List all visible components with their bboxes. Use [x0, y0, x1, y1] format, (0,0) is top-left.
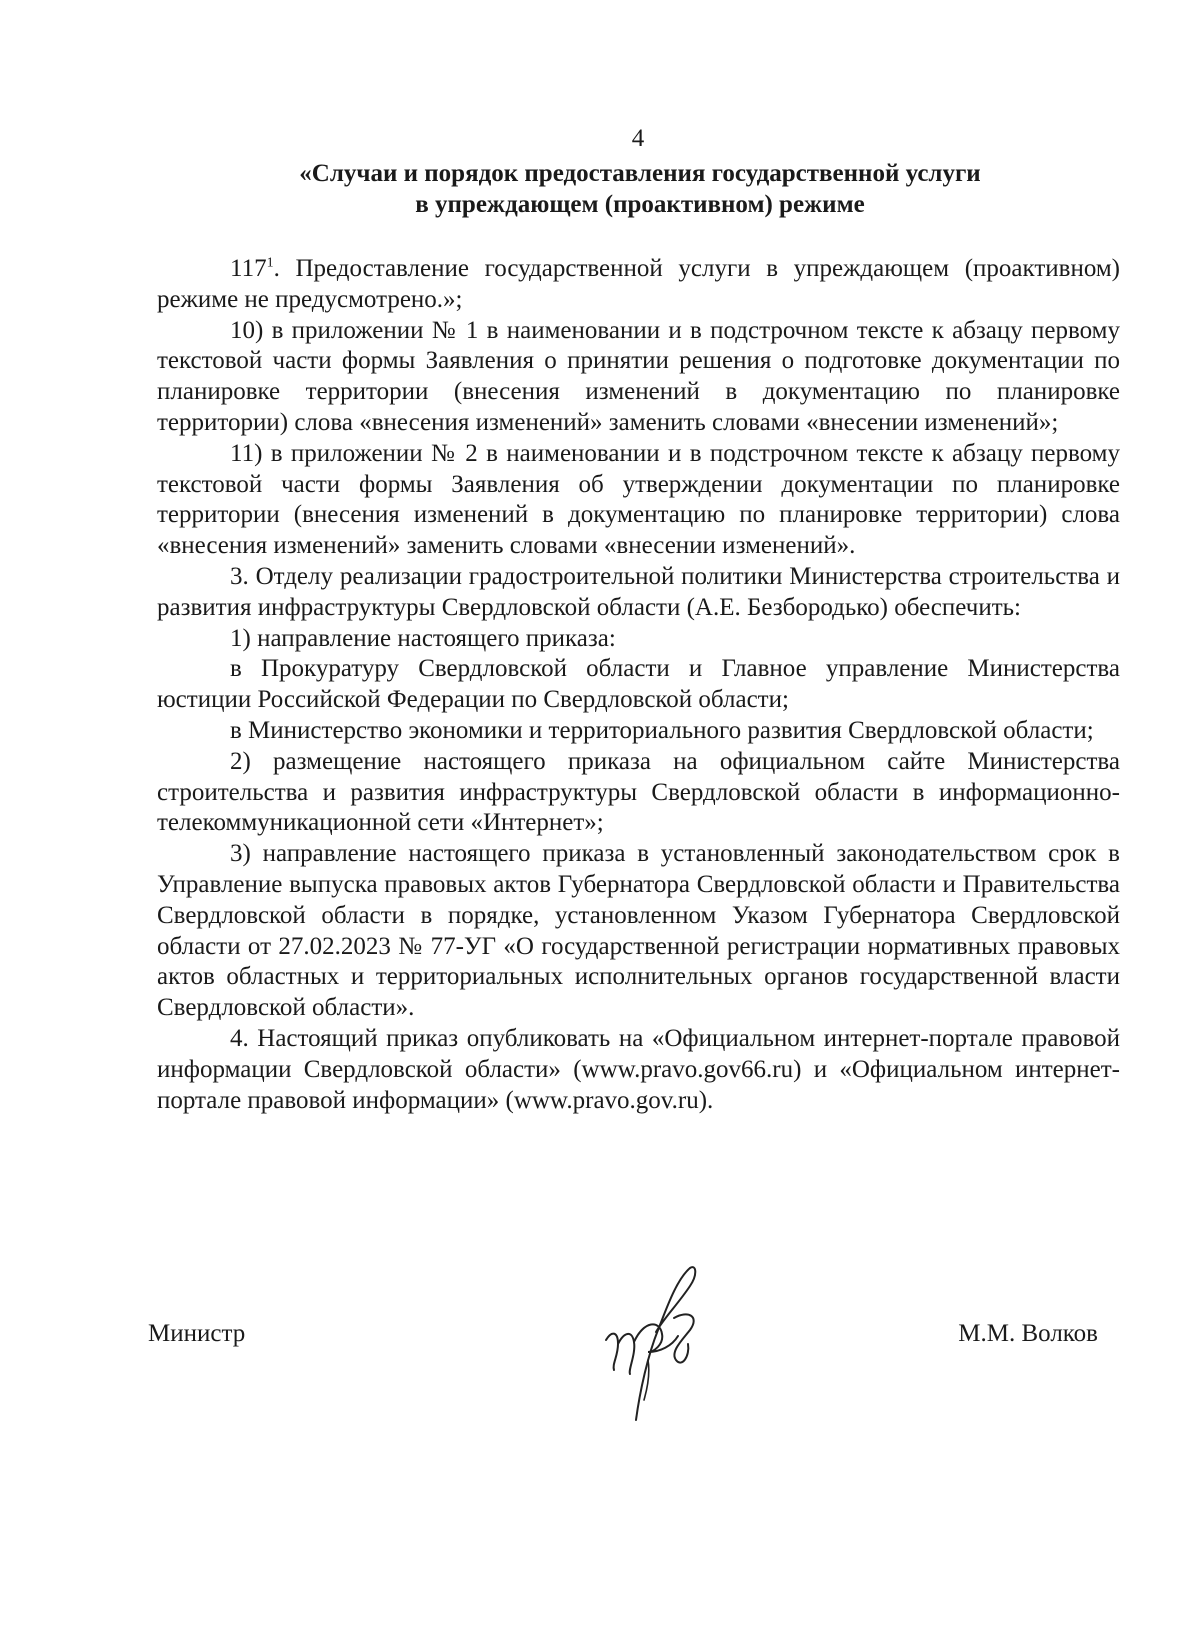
section-heading-line-2: в упреждающем (проактивном) режиме — [415, 191, 865, 218]
paragraph-text: . Предоставление государственной услуги в упреждающем (проактивном) режиме не предусмотрено.»; — [157, 255, 1120, 313]
paragraph-section-3-item-1: 1) направление настоящего приказа: — [230, 624, 616, 652]
paragraph-section-3-item-3: 3) направление настоящего приказа в установленный законодательством срок в Управление выпуска правовых актов Губернатора Свердловской области и Правительства Свердловской области в порядке, установленном Указом Губернатора Свердловской области от 27.02.2023 № 77-УГ «О государственной регистрации нормативных правовых актов областных и территориальных исполнительных органов государственной власти Свердловской области». — [157, 840, 1120, 1022]
paragraph-section-3-item-2: 2) размещение настоящего приказа на официальном сайте Министерства строительства и развития инфраструктуры Свердловской области в информационно-телекоммуникационной сети «Интернет»; — [157, 747, 1120, 837]
paragraph-number: 117 — [230, 255, 267, 282]
paragraph-section-3: 3. Отделу реализации градостроительной политики Министерства строительства и развития инфраструктуры Свердловской области (А.Е. Безбородько) обеспечить: — [157, 562, 1120, 621]
section-heading-line-1: «Случаи и порядок предоставления государственной услуги — [299, 160, 981, 187]
paragraph-item-11: 11) в приложении № 2 в наименовании и в подстрочном тексте к абзацу первому текстовой части формы Заявления об утверждении документации по планировке территории (внесения изменений в документацию по планировке территории) слова «внесения изменений» заменить словами «внесении изменений». — [157, 439, 1120, 560]
paragraph-number-superscript: 1 — [266, 255, 274, 271]
paragraph-item-10: 10) в приложении № 1 в наименовании и в подстрочном тексте к абзацу первому текстовой части формы Заявления о принятии решения о подготовке документации по планировке территории (внесения изменений в документацию по планировке территории) слова «внесения изменений» заменить словами «внесении изменений»; — [157, 316, 1120, 436]
document-body — [157, 254, 1120, 1116]
paragraph-section-3-item-1-ministry: в Министерство экономики и территориального развития Свердловской области; — [230, 716, 1094, 744]
section-heading — [160, 158, 1120, 220]
page-number: 4 — [631, 125, 645, 152]
handwritten-signature — [578, 1260, 718, 1430]
signature-block — [148, 1300, 1098, 1450]
signatory-name: М.М. Волков — [958, 1320, 1098, 1347]
paragraph-section-4: 4. Настоящий приказ опубликовать на «Официальном интернет-портале правовой информации Свердловской области» (www.pravo.gov66.ru) и «Официальном интернет-портале правовой информации» (www.pravo.gov.ru). — [157, 1024, 1120, 1114]
paragraph-117-1 — [157, 254, 1120, 316]
paragraph-section-3-item-1-prosecutor: в Прокуратуру Свердловской области и Главное управление Министерства юстиции Российской Федерации по Свердловской области; — [157, 655, 1120, 714]
signatory-role: Министр — [148, 1320, 246, 1347]
